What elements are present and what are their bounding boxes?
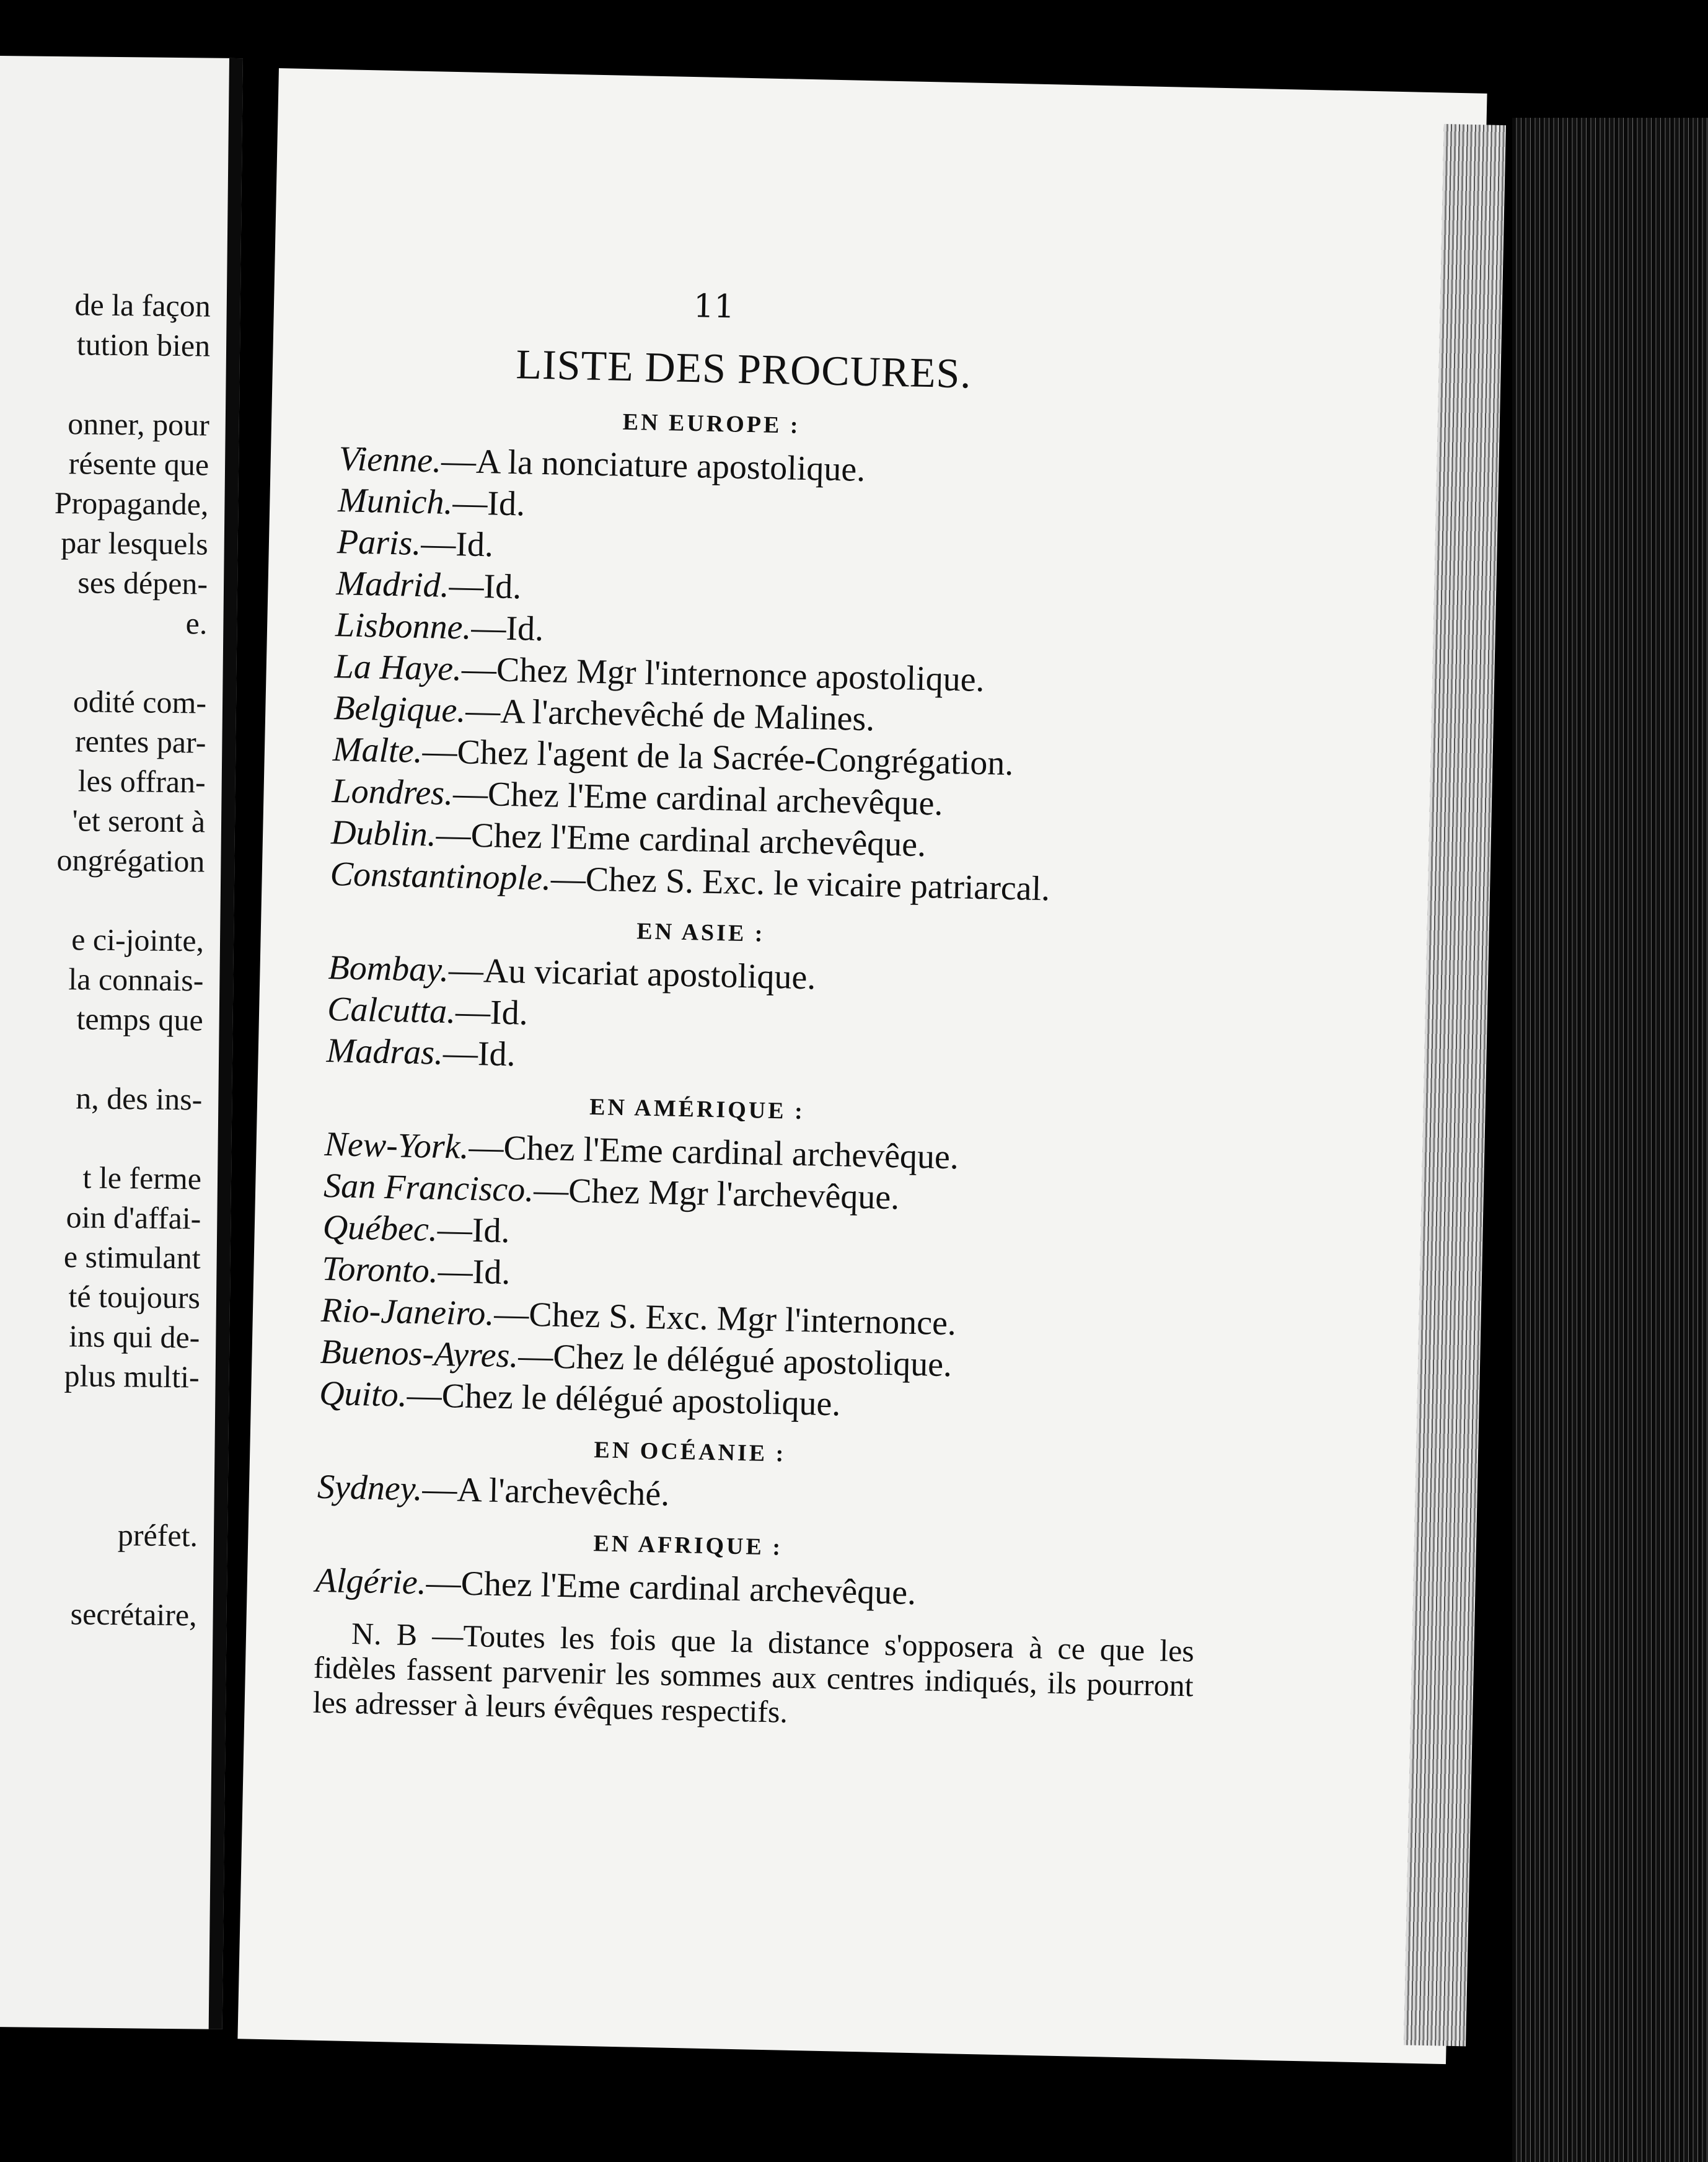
- procure-address: —Au vicariat apostolique.: [448, 951, 817, 997]
- section-heading: EN ASIE :: [636, 918, 765, 947]
- procure-address: —Chez le délégué apostolique.: [517, 1336, 953, 1385]
- place-name: Paris.: [337, 523, 421, 563]
- place-name: Constantinople.: [330, 855, 552, 898]
- procure-address: —Id.: [470, 608, 544, 649]
- procure-entry: [317, 1467, 1123, 1525]
- left-page-line: préfet.: [117, 1517, 198, 1553]
- procure-address: —Id.: [420, 524, 494, 565]
- procure-address: —Chez l'Eme cardinal archevêque.: [426, 1563, 917, 1613]
- procure-address: —Chez l'Eme cardinal archevêque.: [468, 1127, 959, 1177]
- left-page-line: par lesquels: [61, 525, 209, 562]
- section-heading: EN AFRIQUE :: [593, 1530, 783, 1561]
- place-name: Sydney.: [317, 1467, 423, 1509]
- procure-address: —Chez S. Exc. le vicaire patriarcal.: [550, 859, 1050, 909]
- procure-entry: [315, 1560, 1121, 1618]
- procure-address: —Id.: [452, 483, 526, 524]
- left-page-text: [0, 56, 229, 1633]
- place-name: New-York.: [324, 1124, 470, 1167]
- page-title: LISTE DES PROCURES.: [515, 340, 972, 397]
- place-name: Bombay.: [327, 948, 449, 990]
- left-page-line: e ci-jointe,: [71, 922, 205, 958]
- procure-address: —Chez Mgr l'archevêque.: [533, 1171, 900, 1217]
- left-page-line: tution bien: [76, 327, 211, 363]
- place-name: Madrid.: [335, 564, 450, 605]
- place-name: Dublin.: [330, 813, 437, 854]
- page-number: 11: [693, 288, 735, 326]
- procure-address: —Chez Mgr l'internonce apostolique.: [461, 650, 985, 700]
- place-name: Calcutta.: [327, 989, 456, 1031]
- left-page-line: ses dépen-: [77, 565, 208, 601]
- left-page-line: secrétaire,: [70, 1596, 197, 1633]
- left-page-line: 'et seront à: [72, 803, 206, 839]
- place-name: Toronto.: [321, 1249, 439, 1291]
- procure-address: —A l'archevêché de Malines.: [465, 691, 875, 739]
- procures-list: [315, 402, 1145, 1618]
- place-name: Rio-Janeiro.: [320, 1291, 495, 1333]
- procure-entries: [330, 438, 1145, 912]
- left-page-line: e.: [185, 606, 208, 641]
- place-name: Belgique.: [333, 689, 467, 730]
- procure-address: —Id.: [437, 1210, 511, 1251]
- left-page-line: plus multi-: [64, 1358, 200, 1395]
- procure-address: —Chez le délégué apostolique.: [407, 1375, 842, 1424]
- place-name: Malte.: [332, 730, 423, 771]
- left-page-line: té toujours: [68, 1279, 201, 1315]
- procure-address: —Chez l'Eme cardinal archevêque.: [452, 774, 944, 823]
- procure-address: —Id.: [442, 1033, 516, 1074]
- procure-address: —Chez l'Eme cardinal archevêque.: [436, 815, 927, 865]
- procure-entries: [319, 1124, 1131, 1431]
- left-page-line: n, des ins-: [75, 1080, 203, 1117]
- procure-address: —Id.: [448, 566, 522, 607]
- left-page-line: onner, pour: [68, 406, 210, 443]
- left-page-line: Propagande,: [54, 485, 209, 522]
- nota-bene: N. B —Toutes les fois que la distance s'opposera à ce que les fidèles fassent parvenir les sommes aux centres indiqués, ils pourront les adresser à leurs évêques respectifs.: [312, 1616, 1195, 1729]
- left-page-line: ongrégation: [56, 842, 205, 879]
- place-name: San Francisco.: [323, 1166, 534, 1210]
- left-page-line: de la façon: [74, 287, 211, 324]
- place-name: Lisbonne.: [335, 606, 472, 647]
- left-page-line: t le ferme: [82, 1160, 202, 1196]
- procure-entries: [326, 947, 1134, 1088]
- left-page-line: odité com-: [73, 684, 207, 720]
- left-page-line: temps que: [76, 1001, 204, 1038]
- place-name: Madras.: [326, 1031, 444, 1072]
- left-page-line: résente que: [68, 446, 209, 482]
- place-name: Vienne.: [338, 439, 442, 480]
- procure-entries: [315, 1560, 1121, 1618]
- right-page: [237, 68, 1487, 2064]
- left-page-line: e stimulant: [63, 1239, 201, 1276]
- place-name: Buenos-Ayres.: [319, 1332, 519, 1375]
- left-page: [0, 56, 243, 2029]
- procure-address: —Chez S. Exc. Mgr l'internonce.: [493, 1294, 957, 1343]
- place-name: Londres.: [331, 772, 454, 813]
- procure-address: —A la nonciature apostolique.: [441, 441, 866, 489]
- place-name: Munich.: [337, 481, 454, 523]
- left-page-line: rentes par-: [74, 723, 206, 760]
- place-name: La Haye.: [334, 647, 462, 689]
- procure-address: —Id.: [455, 992, 529, 1033]
- procure-address: —Id.: [438, 1251, 511, 1292]
- left-page-line: oin d'affai-: [66, 1199, 201, 1236]
- procure-entries: [317, 1467, 1123, 1525]
- section-heading: EN AMÉRIQUE :: [589, 1093, 806, 1125]
- left-page-line: ins qui de-: [68, 1318, 200, 1355]
- book-block-edge: [1512, 118, 1708, 2162]
- place-name: Algérie.: [315, 1561, 427, 1602]
- place-name: Quito.: [319, 1374, 408, 1414]
- place-name: Québec.: [322, 1207, 438, 1249]
- section-heading: EN EUROPE :: [622, 408, 801, 439]
- left-page-line: la connais-: [68, 961, 204, 998]
- procure-address: —Chez l'agent de la Sacrée-Congrégation.: [421, 732, 1014, 783]
- procure-address: —A l'archevêché.: [421, 1470, 670, 1514]
- left-page-line: les offran-: [77, 763, 206, 800]
- page-content: [312, 280, 1195, 1767]
- section-heading: EN OCÉANIE :: [594, 1437, 786, 1467]
